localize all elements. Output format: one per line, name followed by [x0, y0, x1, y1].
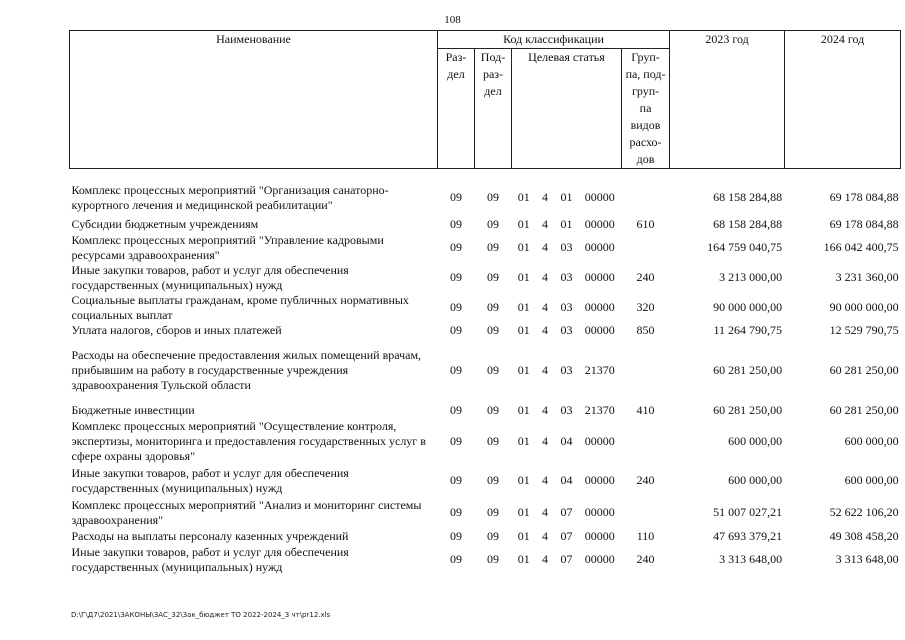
row-target-2: 4 — [542, 270, 548, 284]
row-target-2: 4 — [542, 434, 548, 448]
row-target-3: 04 — [560, 434, 573, 448]
row-amount-2024: 600 000,00 — [844, 473, 899, 487]
header-year-2024: 2024 год — [785, 31, 901, 169]
row-name: Расходы на обеспечение предоставления жилых помещений врачам, прибывшим на работу в государственные учреждения здравоохранения Тульской области — [71, 348, 422, 392]
row-name: Комплекс процессных мероприятий "Осуществление контроля, экспертизы, мониторинга и предоставления государственных услуг в сфере охраны здоровья" — [71, 419, 426, 463]
row-section: 09 — [450, 363, 462, 377]
row-target-3: 07 — [560, 529, 573, 543]
row-target-4: 00000 — [584, 323, 615, 337]
row-section: 09 — [450, 190, 462, 205]
row-section: 09 — [450, 529, 462, 543]
table-row — [70, 217, 901, 233]
row-subsection: 09 — [487, 529, 499, 543]
row-amount-2023: 47 693 379,21 — [713, 529, 783, 543]
table-row — [70, 545, 901, 575]
row-target-3: 07 — [560, 505, 573, 519]
row-target-2: 4 — [542, 529, 548, 543]
row-target-1: 01 — [517, 529, 530, 543]
row-amount-2023: 51 007 027,21 — [713, 505, 783, 519]
row-expense-group: 610 — [636, 217, 655, 231]
row-target-3: 03 — [560, 300, 573, 314]
row-target-3: 03 — [560, 403, 573, 417]
row-name: Социальные выплаты гражданам, кроме публичных нормативных социальных выплат — [71, 292, 409, 322]
row-expense-group — [622, 339, 670, 403]
row-target-3: 01 — [560, 217, 573, 231]
row-name: Бюджетные инвестиции — [71, 403, 195, 417]
row-target-4: 00000 — [584, 552, 615, 566]
row-target-1: 01 — [517, 363, 530, 377]
row-amount-2023: 164 759 040,75 — [707, 240, 783, 254]
row-target-4: 00000 — [584, 270, 615, 284]
row-expense-group: 110 — [636, 529, 655, 543]
footer-file-path: D:\Г\Д7\2021\ЗАКОНЫ\ЗАС_32\Зак_бюджет ТО 2022-2024_3 чт\pr12.xls — [71, 611, 331, 619]
row-expense-group: 240 — [636, 552, 655, 566]
row-amount-2024: 60 281 250,00 — [829, 363, 899, 377]
header-code-group: Код классификации — [438, 31, 670, 49]
row-target-4: 21370 — [584, 403, 615, 417]
row-amount-2023: 68 158 284,88 — [713, 190, 783, 205]
row-subsection: 09 — [487, 473, 499, 487]
row-expense-group: 410 — [636, 403, 655, 417]
row-section: 09 — [450, 403, 462, 417]
row-expense-group — [622, 169, 670, 217]
row-target-1: 01 — [517, 217, 530, 231]
row-amount-2023: 68 158 284,88 — [713, 217, 783, 231]
table-row — [70, 339, 901, 403]
row-amount-2024: 600 000,00 — [844, 434, 899, 448]
row-target-1: 01 — [517, 190, 530, 205]
row-amount-2023: 90 000 000,00 — [713, 300, 783, 314]
row-expense-group: 240 — [636, 473, 655, 487]
row-target-3: 03 — [560, 240, 573, 254]
row-target-4: 00000 — [584, 529, 615, 543]
row-name: Иные закупки товаров, работ и услуг для обеспечения государственных (муниципальных) нужд — [71, 262, 349, 292]
row-section: 09 — [450, 217, 462, 231]
row-subsection: 09 — [487, 240, 499, 254]
page-number: 108 — [444, 14, 461, 26]
row-subsection: 09 — [487, 434, 499, 448]
row-amount-2023: 3 313 648,00 — [719, 552, 783, 566]
row-target-2: 4 — [542, 363, 548, 377]
row-amount-2023: 600 000,00 — [728, 434, 783, 448]
row-target-2: 4 — [542, 300, 548, 314]
row-target-3: 07 — [560, 552, 573, 566]
row-section: 09 — [450, 270, 462, 284]
row-target-2: 4 — [542, 473, 548, 487]
row-expense-group: 320 — [636, 300, 655, 314]
row-target-3: 03 — [560, 270, 573, 284]
table-row — [70, 529, 901, 545]
row-section: 09 — [450, 505, 462, 519]
row-target-1: 01 — [517, 552, 530, 566]
row-subsection: 09 — [487, 505, 499, 519]
row-target-3: 03 — [560, 323, 573, 337]
row-subsection: 09 — [487, 300, 499, 314]
table-row — [70, 323, 901, 339]
row-target-3: 01 — [560, 190, 573, 205]
row-subsection: 09 — [487, 403, 499, 417]
row-amount-2024: 52 622 106,20 — [829, 505, 899, 519]
table-row — [70, 497, 901, 529]
row-target-4: 00000 — [584, 473, 615, 487]
row-target-2: 4 — [542, 323, 548, 337]
row-name: Расходы на выплаты персоналу казенных учреждений — [71, 529, 349, 543]
row-name: Иные закупки товаров, работ и услуг для обеспечения государственных (муниципальных) нужд — [71, 544, 349, 574]
row-amount-2024: 69 178 084,88 — [829, 190, 899, 205]
row-section: 09 — [450, 473, 462, 487]
row-target-3: 03 — [560, 363, 573, 377]
table-body — [70, 169, 901, 575]
header-section: Раз- дел — [438, 49, 475, 169]
row-amount-2024: 60 281 250,00 — [829, 403, 899, 417]
row-target-4: 00000 — [584, 217, 615, 231]
row-amount-2024: 69 178 084,88 — [829, 217, 899, 231]
row-target-1: 01 — [517, 270, 530, 284]
row-target-1: 01 — [517, 434, 530, 448]
row-amount-2024: 49 308 458,20 — [829, 529, 899, 543]
row-amount-2023: 60 281 250,00 — [713, 363, 783, 377]
row-name: Субсидии бюджетным учреждениям — [71, 217, 259, 231]
row-target-1: 01 — [517, 473, 530, 487]
row-target-4: 21370 — [584, 363, 615, 377]
table-row — [70, 263, 901, 293]
row-subsection: 09 — [487, 552, 499, 566]
row-name: Комплекс процессных мероприятий "Анализ и мониторинг системы здравоохранения" — [71, 497, 422, 527]
row-expense-group — [622, 233, 670, 263]
row-target-1: 01 — [517, 323, 530, 337]
table-row — [70, 419, 901, 465]
header-expense-group: Груп- па, под- груп- па видов расхо- дов — [622, 49, 670, 169]
table-row — [70, 169, 901, 217]
row-amount-2024: 12 529 790,75 — [829, 323, 899, 337]
row-target-4: 00000 — [584, 300, 615, 314]
row-amount-2023: 60 281 250,00 — [713, 403, 783, 417]
row-amount-2024: 90 000 000,00 — [829, 300, 899, 314]
row-target-3: 04 — [560, 473, 573, 487]
row-amount-2023: 3 213 000,00 — [719, 270, 783, 284]
table-row — [70, 465, 901, 497]
row-target-2: 4 — [542, 403, 548, 417]
row-target-2: 4 — [542, 240, 548, 254]
row-section: 09 — [450, 552, 462, 566]
row-expense-group: 850 — [636, 323, 655, 337]
row-expense-group — [622, 497, 670, 529]
row-target-2: 4 — [542, 190, 548, 205]
row-amount-2024: 3 231 360,00 — [835, 270, 899, 284]
row-section: 09 — [450, 323, 462, 337]
header-name: Наименование — [70, 31, 438, 169]
row-expense-group: 240 — [636, 270, 655, 284]
row-target-1: 01 — [517, 403, 530, 417]
row-name: Уплата налогов, сборов и иных платежей — [71, 323, 282, 337]
row-target-2: 4 — [542, 552, 548, 566]
row-target-4: 00000 — [584, 505, 615, 519]
row-target-1: 01 — [517, 300, 530, 314]
header-target-article: Целевая статья — [512, 49, 622, 169]
row-name: Комплекс процессных мероприятий "Организация санаторно-курортного лечения и медицинской реабилитации" — [71, 182, 389, 212]
row-subsection: 09 — [487, 190, 499, 205]
row-name: Иные закупки товаров, работ и услуг для обеспечения государственных (муниципальных) нужд — [71, 465, 349, 495]
budget-table — [69, 30, 901, 575]
row-target-2: 4 — [542, 217, 548, 231]
row-section: 09 — [450, 434, 462, 448]
row-expense-group — [622, 419, 670, 465]
row-subsection: 09 — [487, 270, 499, 284]
row-section: 09 — [450, 300, 462, 314]
row-amount-2024: 166 042 400,75 — [823, 240, 899, 254]
row-target-1: 01 — [517, 505, 530, 519]
row-subsection: 09 — [487, 323, 499, 337]
row-name: Комплекс процессных мероприятий "Управление кадровыми ресурсами здравоохранения" — [71, 232, 384, 262]
row-target-2: 4 — [542, 505, 548, 519]
row-amount-2024: 3 313 648,00 — [835, 552, 899, 566]
header-subsection: Под- раз- дел — [475, 49, 512, 169]
table-row — [70, 293, 901, 323]
table-row — [70, 233, 901, 263]
row-subsection: 09 — [487, 363, 499, 377]
row-target-4: 00000 — [584, 190, 615, 205]
row-section: 09 — [450, 240, 462, 254]
row-target-4: 00000 — [584, 240, 615, 254]
row-subsection: 09 — [487, 217, 499, 231]
row-amount-2023: 11 264 790,75 — [713, 323, 783, 337]
row-amount-2023: 600 000,00 — [728, 473, 783, 487]
table-row — [70, 403, 901, 419]
row-target-1: 01 — [517, 240, 530, 254]
row-target-4: 00000 — [584, 434, 615, 448]
header-year-2023: 2023 год — [670, 31, 785, 169]
